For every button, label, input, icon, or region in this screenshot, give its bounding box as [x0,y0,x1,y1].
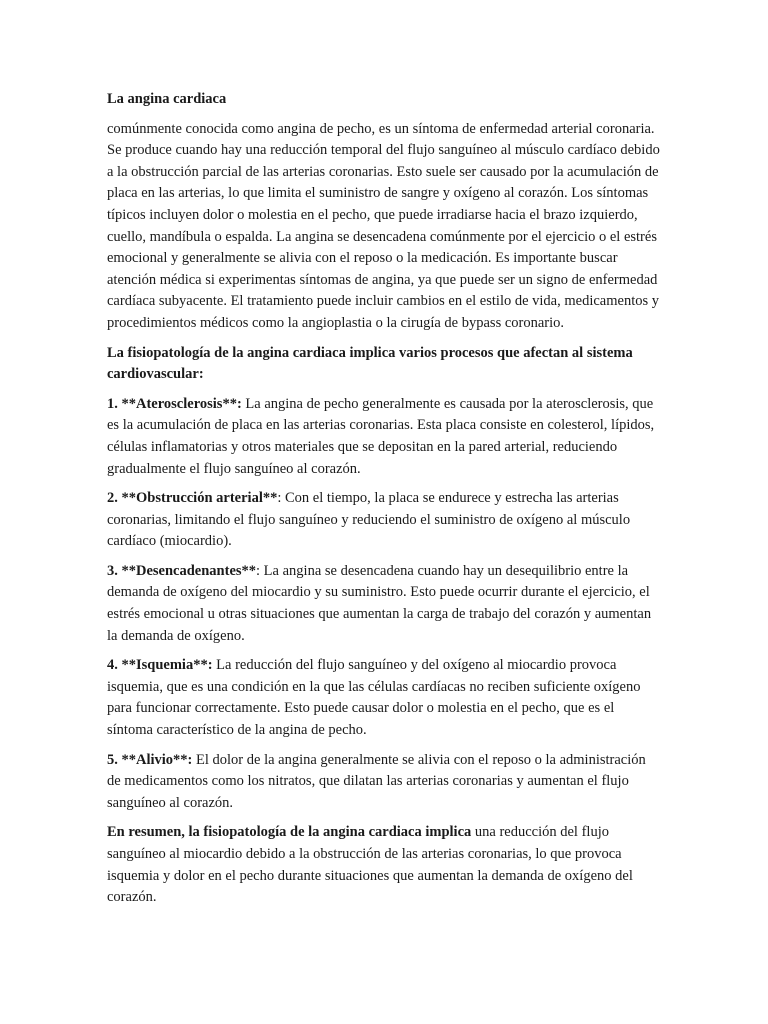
document-title: La angina cardiaca [107,91,227,107]
list-item-label: 3. **Desencadenantes** [107,562,257,579]
intro-paragraph: comúnmente conocida como angina de pecho, es un síntoma de enfermedad arterial coronaria. Se produce cuando hay una reducción temporal del flujo sanguíneo al músculo cardíaco debido a la obstrucción parcial de las arterias coronarias. Esto suele ser causado por la acumulación de placa en las arterias, lo que limita el suministro de sangre y oxígeno al corazón. Los síntomas típicos incluyen dolor o molestia en el pecho, que puede irradiarse hacia el brazo izquierdo, cuello, mandíbula o espalda. La angina se desencadena comúnmente por el ejercicio o el estrés emocional y generalmente se alivia con el reposo o la medicación. Es importante buscar atención médica si experimentas síntomas de angina, ya que puede ser un signo de enfermedad cardíaca subyacente. El tratamiento puede incluir cambios en el estilo de vida, medicamentos y procedimientos médicos como la angioplastia o la cirugía de bypass coronario. [107,120,660,331]
list-item-label: 1. **Aterosclerosis**: [107,395,242,412]
list-item-isquemia [107,655,662,741]
list-item-text: El dolor de la angina generalmente se alivia con el reposo o la administración de medicamentos como los nitratos, que dilatan las arterias coronarias y aumentan el flujo sanguíneo al corazón. [107,751,646,811]
list-item-text: : La angina se desencadena cuando hay un desequilibrio entre la demanda de oxígeno del miocardio y su suministro. Esto puede ocurrir durante el ejercicio, el estrés emocional u otras situaciones que aumentan la carga de trabajo del corazón y aumentan la demanda de oxígeno. [107,562,652,644]
list-item-obstruccion [107,488,662,553]
list-item-label: 2. **Obstrucción arterial** [107,490,278,507]
document-page [107,89,662,917]
list-item-aterosclerosis [107,394,662,480]
list-item-text: La angina de pecho generalmente es causada por la aterosclerosis, que es la acumulación de placa en las arterias coronarias. Esta placa consiste en colesterol, lípidos, células inflamatorias y otros materiales que se depositan en la pared arterial, reduciendo gradualmente el flujo sanguíneo al corazón. [107,395,655,477]
list-item-label: 5. **Alivio**: [107,751,193,768]
list-item-text: La reducción del flujo sanguíneo y del oxígeno al miocardio provoca isquemia, que es una condición en la que las células cardíacas no reciben suficiente oxígeno para funcionar correctamente. Esto puede causar dolor o molestia en el pecho, que es el síntoma característico de la angina de pecho. [107,657,641,739]
fisiopatologia-heading: La fisiopatología de la angina cardiaca implica varios procesos que afectan al sistema cardiovascular: [107,344,633,383]
list-item-text: : Con el tiempo, la placa se endurece y estrecha las arterias coronarias, limitando el flujo sanguíneo y reduciendo el suministro de oxígeno al músculo cardíaco (miocardio). [107,490,631,550]
list-item-label: 4. **Isquemia**: [107,657,213,674]
summary-bold: En resumen, la fisiopatología de la angina cardiaca implica [107,824,472,841]
list-item-alivio [107,750,662,815]
list-item-desencadenantes [107,561,662,647]
summary-text: una reducción del flujo sanguíneo al miocardio debido a la obstrucción de las arterias coronarias, lo que provoca isquemia y dolor en el pecho durante situaciones que aumentan la demanda de oxígeno del corazón. [107,824,633,906]
summary-paragraph [107,822,662,908]
